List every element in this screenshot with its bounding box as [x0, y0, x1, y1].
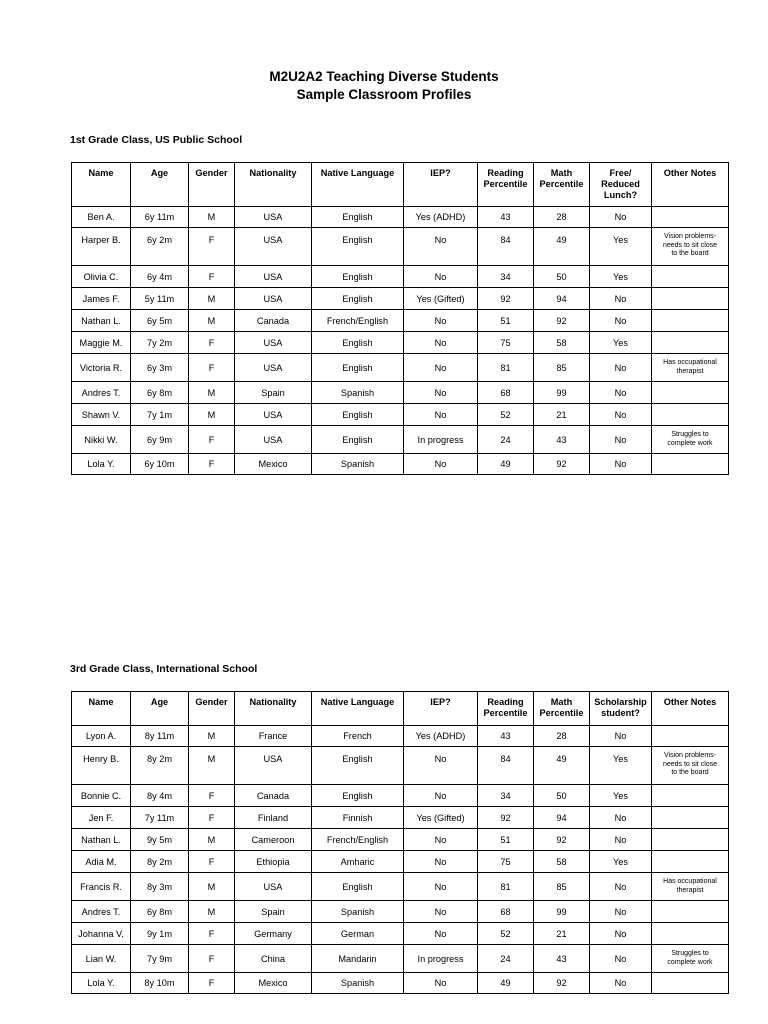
column-header-gender: Gender	[189, 692, 235, 726]
cell-math-percentile: 50	[534, 785, 590, 807]
cell-name: Olivia C.	[72, 266, 131, 288]
cell-age: 6y 2m	[131, 228, 189, 266]
cell-lunch-or-scholarship: No	[590, 923, 652, 945]
cell-other-notes: Has occupational therapist	[652, 873, 729, 901]
cell-reading-percentile: 81	[478, 873, 534, 901]
table-row	[72, 382, 729, 404]
cell-name: Lola Y.	[72, 973, 131, 994]
cell-native-language: English	[312, 404, 404, 426]
table-row	[72, 785, 729, 807]
cell-lunch-or-scholarship: No	[590, 354, 652, 382]
cell-iep: In progress	[404, 945, 478, 973]
cell-name: Lyon A.	[72, 726, 131, 747]
cell-reading-percentile: 52	[478, 404, 534, 426]
cell-math-percentile: 85	[534, 354, 590, 382]
table-row	[72, 310, 729, 332]
cell-gender: F	[189, 807, 235, 829]
cell-nationality: Spain	[235, 382, 312, 404]
cell-other-notes	[652, 726, 729, 747]
cell-lunch-or-scholarship: No	[590, 726, 652, 747]
table-row	[72, 426, 729, 454]
column-header-age: Age	[131, 692, 189, 726]
cell-math-percentile: 92	[534, 973, 590, 994]
cell-lunch-or-scholarship: No	[590, 207, 652, 228]
cell-other-notes	[652, 829, 729, 851]
cell-iep: Yes (Gifted)	[404, 807, 478, 829]
cell-nationality: Ethiopia	[235, 851, 312, 873]
column-header-native-language: Native Language	[312, 163, 404, 207]
cell-reading-percentile: 92	[478, 807, 534, 829]
cell-math-percentile: 49	[534, 228, 590, 266]
cell-iep: No	[404, 382, 478, 404]
table-row	[72, 454, 729, 475]
cell-other-notes	[652, 310, 729, 332]
cell-lunch-or-scholarship: No	[590, 807, 652, 829]
cell-other-notes	[652, 973, 729, 994]
cell-native-language: French	[312, 726, 404, 747]
cell-reading-percentile: 84	[478, 747, 534, 785]
document-title	[0, 68, 768, 104]
cell-other-notes	[652, 404, 729, 426]
cell-lunch-or-scholarship: Yes	[590, 332, 652, 354]
cell-nationality: USA	[235, 426, 312, 454]
title-line-1: M2U2A2 Teaching Diverse Students	[269, 69, 499, 84]
cell-gender: F	[189, 923, 235, 945]
cell-gender: F	[189, 426, 235, 454]
cell-gender: M	[189, 901, 235, 923]
cell-age: 7y 1m	[131, 404, 189, 426]
cell-age: 6y 9m	[131, 426, 189, 454]
cell-iep: No	[404, 228, 478, 266]
cell-native-language: English	[312, 873, 404, 901]
cell-iep: No	[404, 873, 478, 901]
table-row	[72, 207, 729, 228]
cell-reading-percentile: 75	[478, 332, 534, 354]
cell-gender: F	[189, 228, 235, 266]
cell-iep: No	[404, 973, 478, 994]
cell-native-language: Mandarin	[312, 945, 404, 973]
cell-math-percentile: 92	[534, 829, 590, 851]
cell-name: Lola Y.	[72, 454, 131, 475]
cell-native-language: Spanish	[312, 901, 404, 923]
cell-lunch-or-scholarship: No	[590, 901, 652, 923]
section-heading-3rd-grade: 3rd Grade Class, International School	[70, 663, 258, 675]
column-header-reading-percentile: Reading Percentile	[478, 163, 534, 207]
cell-other-notes	[652, 807, 729, 829]
cell-age: 7y 9m	[131, 945, 189, 973]
cell-gender: F	[189, 454, 235, 475]
cell-gender: F	[189, 332, 235, 354]
column-header-reading-percentile: Reading Percentile	[478, 692, 534, 726]
cell-nationality: USA	[235, 354, 312, 382]
cell-nationality: USA	[235, 228, 312, 266]
table-row	[72, 747, 729, 785]
cell-age: 6y 11m	[131, 207, 189, 228]
cell-reading-percentile: 49	[478, 454, 534, 475]
table-row	[72, 851, 729, 873]
column-header-name: Name	[72, 692, 131, 726]
cell-gender: M	[189, 873, 235, 901]
cell-lunch-or-scholarship: No	[590, 454, 652, 475]
cell-age: 8y 2m	[131, 747, 189, 785]
cell-other-notes	[652, 332, 729, 354]
cell-native-language: English	[312, 228, 404, 266]
cell-age: 9y 1m	[131, 923, 189, 945]
cell-nationality: Germany	[235, 923, 312, 945]
cell-iep: No	[404, 747, 478, 785]
column-header-iep: IEP?	[404, 692, 478, 726]
cell-lunch-or-scholarship: Yes	[590, 266, 652, 288]
cell-gender: F	[189, 851, 235, 873]
table-header-row	[72, 692, 729, 726]
cell-native-language: Amharic	[312, 851, 404, 873]
cell-lunch-or-scholarship: No	[590, 426, 652, 454]
cell-math-percentile: 85	[534, 873, 590, 901]
cell-math-percentile: 92	[534, 454, 590, 475]
cell-reading-percentile: 52	[478, 923, 534, 945]
cell-reading-percentile: 24	[478, 426, 534, 454]
cell-age: 6y 8m	[131, 382, 189, 404]
cell-math-percentile: 99	[534, 382, 590, 404]
cell-iep: No	[404, 354, 478, 382]
cell-age: 7y 2m	[131, 332, 189, 354]
table-row	[72, 332, 729, 354]
cell-nationality: Canada	[235, 785, 312, 807]
cell-iep: No	[404, 332, 478, 354]
cell-lunch-or-scholarship: No	[590, 973, 652, 994]
cell-iep: No	[404, 829, 478, 851]
cell-nationality: USA	[235, 747, 312, 785]
table-row	[72, 945, 729, 973]
cell-native-language: French/English	[312, 829, 404, 851]
table-row	[72, 228, 729, 266]
cell-iep: No	[404, 310, 478, 332]
cell-native-language: English	[312, 785, 404, 807]
cell-native-language: German	[312, 923, 404, 945]
cell-iep: In progress	[404, 426, 478, 454]
cell-other-notes	[652, 785, 729, 807]
cell-nationality: Canada	[235, 310, 312, 332]
cell-native-language: English	[312, 332, 404, 354]
cell-name: Victoria R.	[72, 354, 131, 382]
cell-nationality: Mexico	[235, 973, 312, 994]
cell-math-percentile: 21	[534, 923, 590, 945]
table-row	[72, 901, 729, 923]
cell-gender: M	[189, 404, 235, 426]
column-header-lunch-or-scholarship: Free/ Reduced Lunch?	[590, 163, 652, 207]
column-header-other-notes: Other Notes	[652, 692, 729, 726]
cell-nationality: France	[235, 726, 312, 747]
cell-reading-percentile: 24	[478, 945, 534, 973]
column-header-nationality: Nationality	[235, 163, 312, 207]
cell-name: Ben A.	[72, 207, 131, 228]
cell-age: 6y 5m	[131, 310, 189, 332]
cell-iep: Yes (ADHD)	[404, 726, 478, 747]
section-heading-1st-grade: 1st Grade Class, US Public School	[70, 134, 243, 146]
cell-name: Henry B.	[72, 747, 131, 785]
cell-name: Bonnie C.	[72, 785, 131, 807]
column-header-math-percentile: Math Percentile	[534, 692, 590, 726]
cell-reading-percentile: 43	[478, 726, 534, 747]
table-row	[72, 873, 729, 901]
cell-reading-percentile: 68	[478, 382, 534, 404]
cell-native-language: English	[312, 747, 404, 785]
cell-native-language: Spanish	[312, 382, 404, 404]
cell-lunch-or-scholarship: No	[590, 404, 652, 426]
cell-nationality: Finland	[235, 807, 312, 829]
cell-other-notes	[652, 454, 729, 475]
cell-lunch-or-scholarship: Yes	[590, 228, 652, 266]
cell-gender: F	[189, 354, 235, 382]
cell-lunch-or-scholarship: No	[590, 382, 652, 404]
column-header-age: Age	[131, 163, 189, 207]
table-header-row	[72, 163, 729, 207]
cell-reading-percentile: 34	[478, 785, 534, 807]
cell-age: 7y 11m	[131, 807, 189, 829]
cell-reading-percentile: 34	[478, 266, 534, 288]
cell-lunch-or-scholarship: No	[590, 288, 652, 310]
cell-iep: No	[404, 785, 478, 807]
cell-math-percentile: 94	[534, 807, 590, 829]
cell-math-percentile: 28	[534, 726, 590, 747]
cell-name: Maggie M.	[72, 332, 131, 354]
cell-iep: No	[404, 901, 478, 923]
cell-gender: M	[189, 726, 235, 747]
cell-nationality: Mexico	[235, 454, 312, 475]
table-row	[72, 923, 729, 945]
cell-other-notes	[652, 851, 729, 873]
cell-native-language: Finnish	[312, 807, 404, 829]
title-line-2: Sample Classroom Profiles	[296, 87, 472, 102]
cell-lunch-or-scholarship: No	[590, 310, 652, 332]
column-header-nationality: Nationality	[235, 692, 312, 726]
cell-math-percentile: 58	[534, 851, 590, 873]
cell-reading-percentile: 92	[478, 288, 534, 310]
cell-native-language: English	[312, 426, 404, 454]
cell-math-percentile: 92	[534, 310, 590, 332]
cell-iep: No	[404, 454, 478, 475]
cell-age: 6y 4m	[131, 266, 189, 288]
table-row	[72, 404, 729, 426]
cell-name: Nathan L.	[72, 310, 131, 332]
cell-reading-percentile: 84	[478, 228, 534, 266]
cell-nationality: USA	[235, 332, 312, 354]
cell-math-percentile: 50	[534, 266, 590, 288]
cell-native-language: English	[312, 288, 404, 310]
cell-math-percentile: 43	[534, 426, 590, 454]
cell-gender: M	[189, 310, 235, 332]
cell-other-notes: Struggles to complete work	[652, 426, 729, 454]
cell-name: Nathan L.	[72, 829, 131, 851]
cell-age: 6y 10m	[131, 454, 189, 475]
cell-lunch-or-scholarship: Yes	[590, 851, 652, 873]
cell-age: 8y 4m	[131, 785, 189, 807]
cell-math-percentile: 94	[534, 288, 590, 310]
cell-name: Andres T.	[72, 901, 131, 923]
classroom-profile-table-3rd-grade	[71, 691, 729, 994]
cell-gender: F	[189, 785, 235, 807]
cell-math-percentile: 21	[534, 404, 590, 426]
cell-other-notes	[652, 207, 729, 228]
cell-reading-percentile: 75	[478, 851, 534, 873]
cell-age: 6y 8m	[131, 901, 189, 923]
cell-native-language: Spanish	[312, 973, 404, 994]
cell-lunch-or-scholarship: No	[590, 945, 652, 973]
cell-name: Johanna V.	[72, 923, 131, 945]
cell-other-notes: Struggles to complete work	[652, 945, 729, 973]
cell-native-language: French/English	[312, 310, 404, 332]
cell-reading-percentile: 51	[478, 310, 534, 332]
cell-age: 8y 11m	[131, 726, 189, 747]
column-header-native-language: Native Language	[312, 692, 404, 726]
column-header-math-percentile: Math Percentile	[534, 163, 590, 207]
cell-gender: M	[189, 207, 235, 228]
column-header-name: Name	[72, 163, 131, 207]
cell-reading-percentile: 43	[478, 207, 534, 228]
table-row	[72, 726, 729, 747]
cell-gender: M	[189, 288, 235, 310]
cell-name: Jen F.	[72, 807, 131, 829]
cell-age: 5y 11m	[131, 288, 189, 310]
cell-iep: No	[404, 851, 478, 873]
cell-age: 8y 3m	[131, 873, 189, 901]
cell-other-notes: Vision problems- needs to sit close to the board	[652, 228, 729, 266]
cell-age: 8y 10m	[131, 973, 189, 994]
cell-name: Shawn V.	[72, 404, 131, 426]
column-header-iep: IEP?	[404, 163, 478, 207]
cell-nationality: USA	[235, 404, 312, 426]
table-row	[72, 829, 729, 851]
cell-name: Andres T.	[72, 382, 131, 404]
cell-iep: No	[404, 404, 478, 426]
cell-age: 6y 3m	[131, 354, 189, 382]
cell-age: 8y 2m	[131, 851, 189, 873]
cell-gender: M	[189, 829, 235, 851]
cell-iep: No	[404, 923, 478, 945]
cell-math-percentile: 43	[534, 945, 590, 973]
table-row	[72, 354, 729, 382]
cell-other-notes	[652, 288, 729, 310]
cell-other-notes	[652, 382, 729, 404]
cell-iep: No	[404, 266, 478, 288]
cell-math-percentile: 28	[534, 207, 590, 228]
column-header-lunch-or-scholarship: Scholarship student?	[590, 692, 652, 726]
cell-gender: F	[189, 945, 235, 973]
cell-nationality: Spain	[235, 901, 312, 923]
cell-age: 9y 5m	[131, 829, 189, 851]
cell-reading-percentile: 49	[478, 973, 534, 994]
cell-name: Nikki W.	[72, 426, 131, 454]
column-header-gender: Gender	[189, 163, 235, 207]
cell-nationality: Cameroon	[235, 829, 312, 851]
cell-reading-percentile: 81	[478, 354, 534, 382]
cell-lunch-or-scholarship: Yes	[590, 785, 652, 807]
column-header-other-notes: Other Notes	[652, 163, 729, 207]
cell-name: Adia M.	[72, 851, 131, 873]
cell-name: James F.	[72, 288, 131, 310]
table-row	[72, 807, 729, 829]
cell-nationality: China	[235, 945, 312, 973]
cell-iep: Yes (Gifted)	[404, 288, 478, 310]
table-row	[72, 288, 729, 310]
cell-name: Francis R.	[72, 873, 131, 901]
cell-lunch-or-scholarship: No	[590, 829, 652, 851]
cell-gender: M	[189, 747, 235, 785]
cell-native-language: English	[312, 207, 404, 228]
cell-iep: Yes (ADHD)	[404, 207, 478, 228]
cell-other-notes	[652, 901, 729, 923]
cell-nationality: USA	[235, 288, 312, 310]
cell-lunch-or-scholarship: No	[590, 873, 652, 901]
classroom-profile-table-1st-grade	[71, 162, 729, 475]
cell-other-notes	[652, 266, 729, 288]
table-row	[72, 973, 729, 994]
cell-other-notes	[652, 923, 729, 945]
cell-reading-percentile: 51	[478, 829, 534, 851]
cell-math-percentile: 49	[534, 747, 590, 785]
cell-gender: F	[189, 973, 235, 994]
cell-math-percentile: 99	[534, 901, 590, 923]
cell-nationality: USA	[235, 266, 312, 288]
cell-lunch-or-scholarship: Yes	[590, 747, 652, 785]
cell-name: Lian W.	[72, 945, 131, 973]
table-row	[72, 266, 729, 288]
cell-native-language: English	[312, 266, 404, 288]
cell-reading-percentile: 68	[478, 901, 534, 923]
cell-gender: F	[189, 266, 235, 288]
cell-native-language: Spanish	[312, 454, 404, 475]
cell-other-notes: Vision problems- needs to sit close to the board	[652, 747, 729, 785]
cell-name: Harper B.	[72, 228, 131, 266]
cell-nationality: USA	[235, 207, 312, 228]
cell-other-notes: Has occupational therapist	[652, 354, 729, 382]
cell-nationality: USA	[235, 873, 312, 901]
cell-native-language: English	[312, 354, 404, 382]
cell-gender: M	[189, 382, 235, 404]
cell-math-percentile: 58	[534, 332, 590, 354]
